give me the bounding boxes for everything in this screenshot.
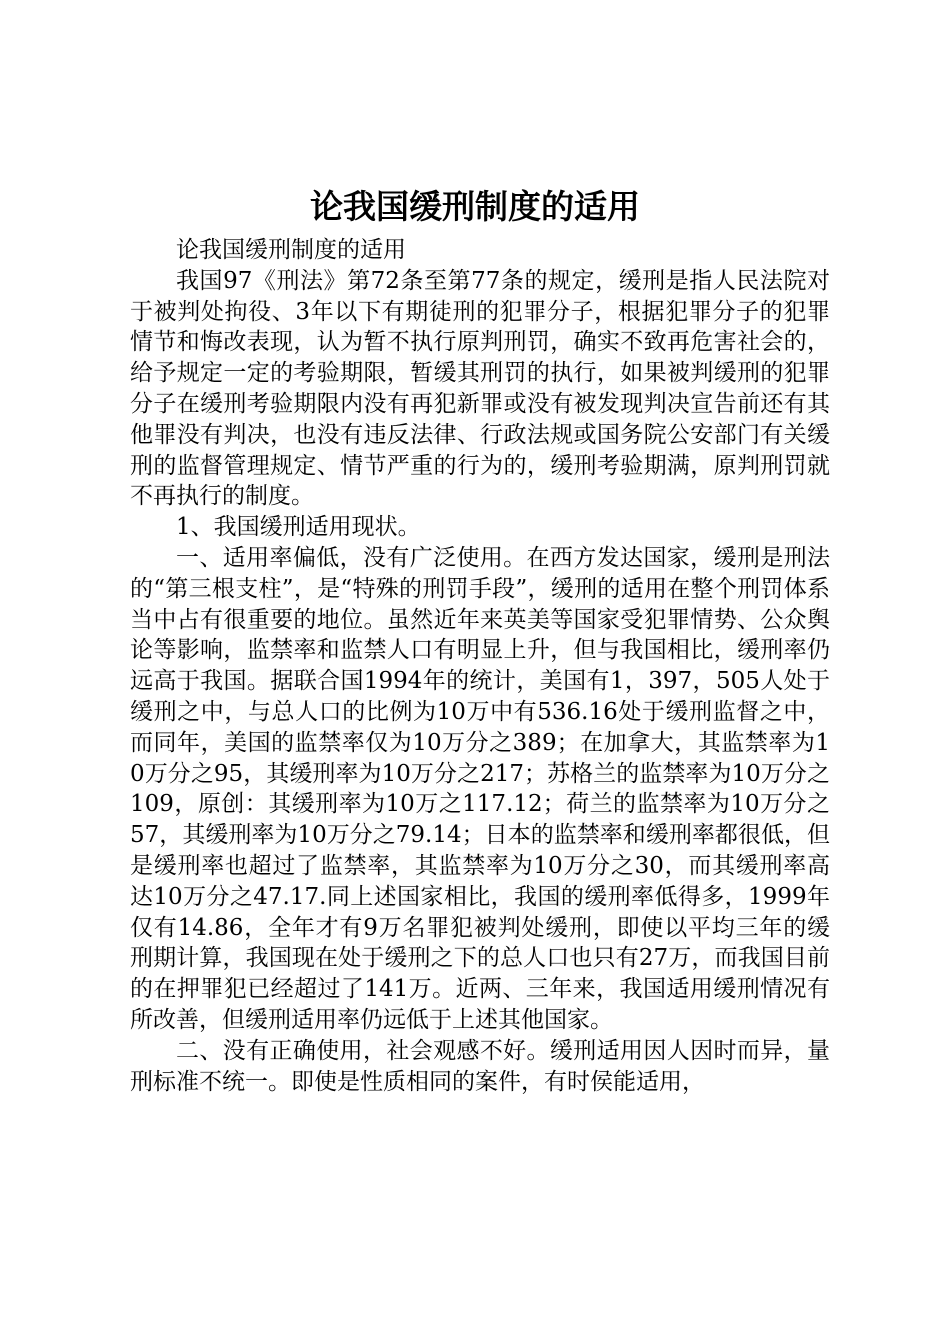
document-body xyxy=(130,235,830,1097)
paragraph-definition: 我国97《刑法》第72条至第77条的规定，缓刑是指人民法院对于被判处拘役、3年以下有期徒刑的犯罪分子，根据犯罪分子的犯罪情节和悔改表现，认为暂不执行原判刑罚，确实不致再危害社会的，给予规定一定的考验期限，暂缓其刑罚的执行，如果被判缓刑的犯罪分子在缓刑考验期限内没有再犯新罪或没有被发现判决宣告前还有其他罪没有判决，也没有违反法律、行政法规或国务院公安部门有关缓刑的监督管理规定、情节严重的行为的，缓刑考验期满，原判刑罚就不再执行的制度。 xyxy=(130,267,830,510)
paragraph-application-rate: 一、适用率偏低，没有广泛使用。在西方发达国家，缓刑是刑法的“第三根支柱”，是“特殊的刑罚手段”，缓刑的适用在整个刑罚体系当中占有很重要的地位。虽然近年来英美等国家受犯罪情势、公众舆论等影响，监禁率和监禁人口有明显上升，但与我国相比，缓刑率仍远高于我国。据联合国1994年的统计，美国有1，397，505人处于缓刑之中，与总人口的比例为10万中有536.16处于缓刑监督之中，而同年，美国的监禁率仅为10万分之389；在加拿大，其监禁率为10万分之95，其缓刑率为10万分之217；苏格兰的监禁率为10万分之109，原创：其缓刑率为10万之117.12；荷兰的监禁率为10万分之57，其缓刑率为10万分之79.14；日本的监禁率和缓刑率都很低，但是缓刑率也超过了监禁率，其监禁率为10万分之30，而其缓刑率高达10万分之47.17.同上述国家相比，我国的缓刑率低得多，1999年仅有14.86，全年才有9万名罪犯被判处缓刑，即使以平均三年的缓刑期计算，我国现在处于缓刑之下的总人口也只有27万，而我国目前的在押罪犯已经超过了141万。近两、三年来，我国适用缓刑情况有所改善，但缓刑适用率仍远低于上述其他国家。 xyxy=(130,544,830,1033)
section-heading: 1、我国缓刑适用现状。 xyxy=(176,514,421,541)
paragraph-subtitle: 论我国缓刑制度的适用 xyxy=(176,237,406,263)
document-title: 论我国缓刑制度的适用 xyxy=(310,187,640,226)
paragraph-improper-use: 二、没有正确使用，社会观感不好。缓刑适用因人因时而异，量刑标准不统一。即使是性质相同的案件，有时侯能适用， xyxy=(130,1037,830,1095)
